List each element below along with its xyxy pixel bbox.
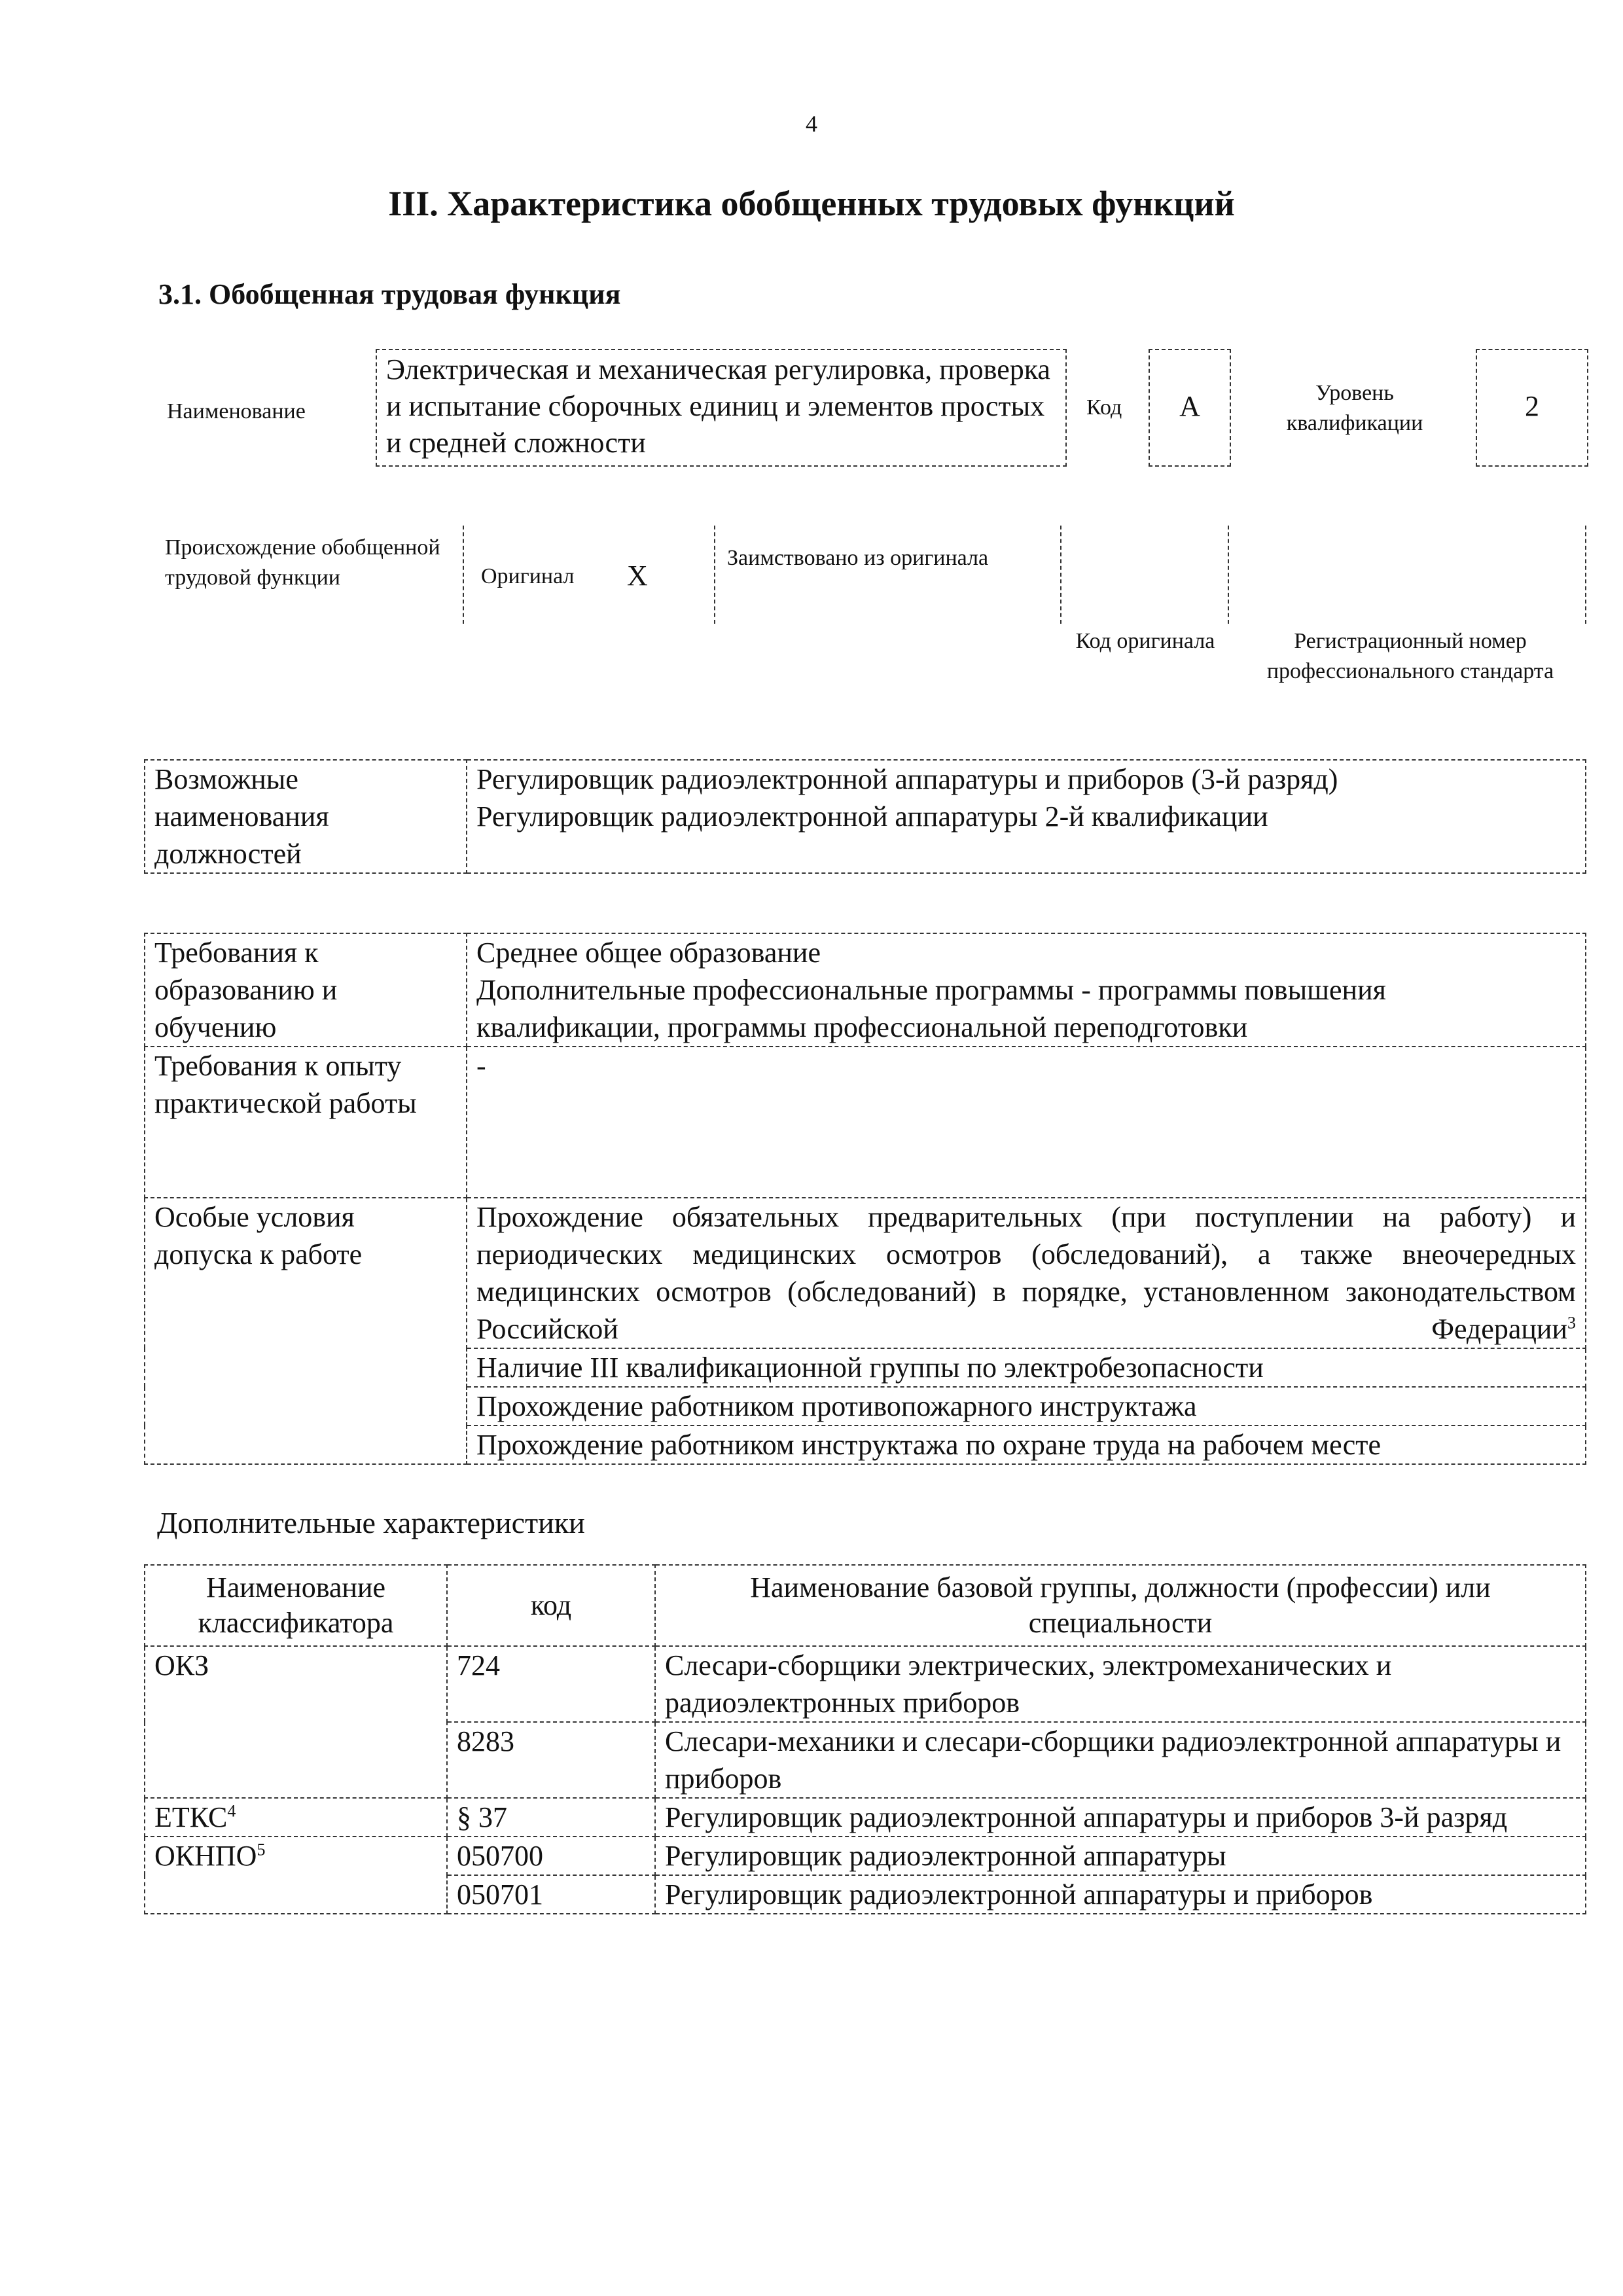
classifier-text: ЕТКС	[154, 1801, 228, 1833]
classifier-table	[144, 1564, 1586, 1914]
code-value: А	[1149, 349, 1231, 467]
code-original-caption: Код оригинала	[1075, 629, 1215, 653]
name-cell: Слесари-сборщики электрических, электромеханических и радиоэлектронных приборов	[655, 1646, 1586, 1722]
level-value: 2	[1476, 349, 1588, 467]
conditions-item	[467, 1198, 1586, 1348]
footnote-4: 4	[227, 1801, 236, 1821]
classifier-cell	[145, 1798, 447, 1837]
positions-label: Возможные наименования должностей	[145, 760, 467, 873]
experience-label: Требования к опыту практической работы	[145, 1047, 467, 1198]
code-cell: 050701	[447, 1875, 655, 1914]
name-label: Наименование	[167, 399, 306, 423]
code-cell: § 37	[447, 1798, 655, 1837]
header-classifier: Наименование классификатора	[145, 1565, 447, 1646]
section-title: III. Характеристика обобщенных трудовых функций	[388, 184, 1235, 223]
original-label: Оригинал	[481, 564, 575, 588]
conditions-item-text: Прохождение обязательных предварительных (при поступлении на работу) и периодических медицинских осмотров (обследований), а также внеочередных медицинских осмотров (обследований) в порядке, установленном законодательством Российской Федерации	[476, 1201, 1576, 1345]
position-item: Регулировщик радиоэлектронной аппаратуры и приборов (3-й разряд)	[476, 763, 1338, 795]
education-cell	[467, 933, 1586, 1047]
name-cell: Регулировщик радиоэлектронной аппаратуры	[655, 1837, 1586, 1875]
page-number: 4	[806, 111, 817, 137]
reg-number-caption: Регистрационный номер профессионального стандарта	[1266, 629, 1554, 683]
code-cell: 050700	[447, 1837, 655, 1875]
education-label: Требования к образованию и обучению	[145, 933, 467, 1047]
original-mark: X	[627, 560, 648, 592]
positions-table	[144, 759, 1586, 874]
conditions-item: Прохождение работником противопожарного инструктажа	[467, 1387, 1586, 1426]
name-value: Электрическая и механическая регулировка, проверка и испытание сборочных единиц и элементов простых и средней сложности	[376, 349, 1067, 467]
code-cell: 724	[447, 1646, 655, 1722]
education-item: Дополнительные профессиональные программы - программы повышения квалификации, программы профессиональной переподготовки	[476, 974, 1386, 1043]
conditions-label: Особые условия допуска к работе	[145, 1198, 467, 1464]
borrowed-label: Заимствовано из оригинала	[727, 546, 989, 570]
experience-value: -	[467, 1047, 1586, 1198]
origin-divider	[1060, 526, 1061, 624]
conditions-item: Наличие III квалификационной группы по электробезопасности	[467, 1348, 1586, 1387]
requirements-table	[144, 933, 1586, 1465]
conditions-item: Прохождение работником инструктажа по охране труда на рабочем месте	[467, 1426, 1586, 1464]
header-code: код	[447, 1565, 655, 1646]
additional-title: Дополнительные характеристики	[157, 1506, 585, 1539]
name-cell: Регулировщик радиоэлектронной аппаратуры и приборов 3-й разряд	[655, 1798, 1586, 1837]
positions-cell	[467, 760, 1586, 873]
classifier-cell	[145, 1837, 447, 1914]
classifier-cell: ОКЗ	[145, 1646, 447, 1798]
name-cell: Слесари-механики и слесари-сборщики радиоэлектронной аппаратуры и приборов	[655, 1722, 1586, 1798]
level-label: Уровень квалификации	[1286, 381, 1423, 435]
code-label: Код	[1086, 395, 1122, 420]
origin-label: Происхождение обобщенной трудовой функции	[165, 535, 440, 590]
origin-divider	[1228, 526, 1229, 624]
footnote-3: 3	[1567, 1313, 1576, 1333]
position-item: Регулировщик радиоэлектронной аппаратуры 2-й квалификации	[476, 800, 1268, 833]
classifier-text: ОКНПО	[154, 1840, 257, 1872]
education-item: Среднее общее образование	[476, 937, 821, 969]
name-cell: Регулировщик радиоэлектронной аппаратуры и приборов	[655, 1875, 1586, 1914]
subsection-title: 3.1. Обобщенная трудовая функция	[158, 278, 621, 310]
origin-divider	[714, 526, 715, 624]
header-name: Наименование базовой группы, должности (профессии) или специальности	[655, 1565, 1586, 1646]
code-cell: 8283	[447, 1722, 655, 1798]
footnote-5: 5	[257, 1840, 266, 1859]
